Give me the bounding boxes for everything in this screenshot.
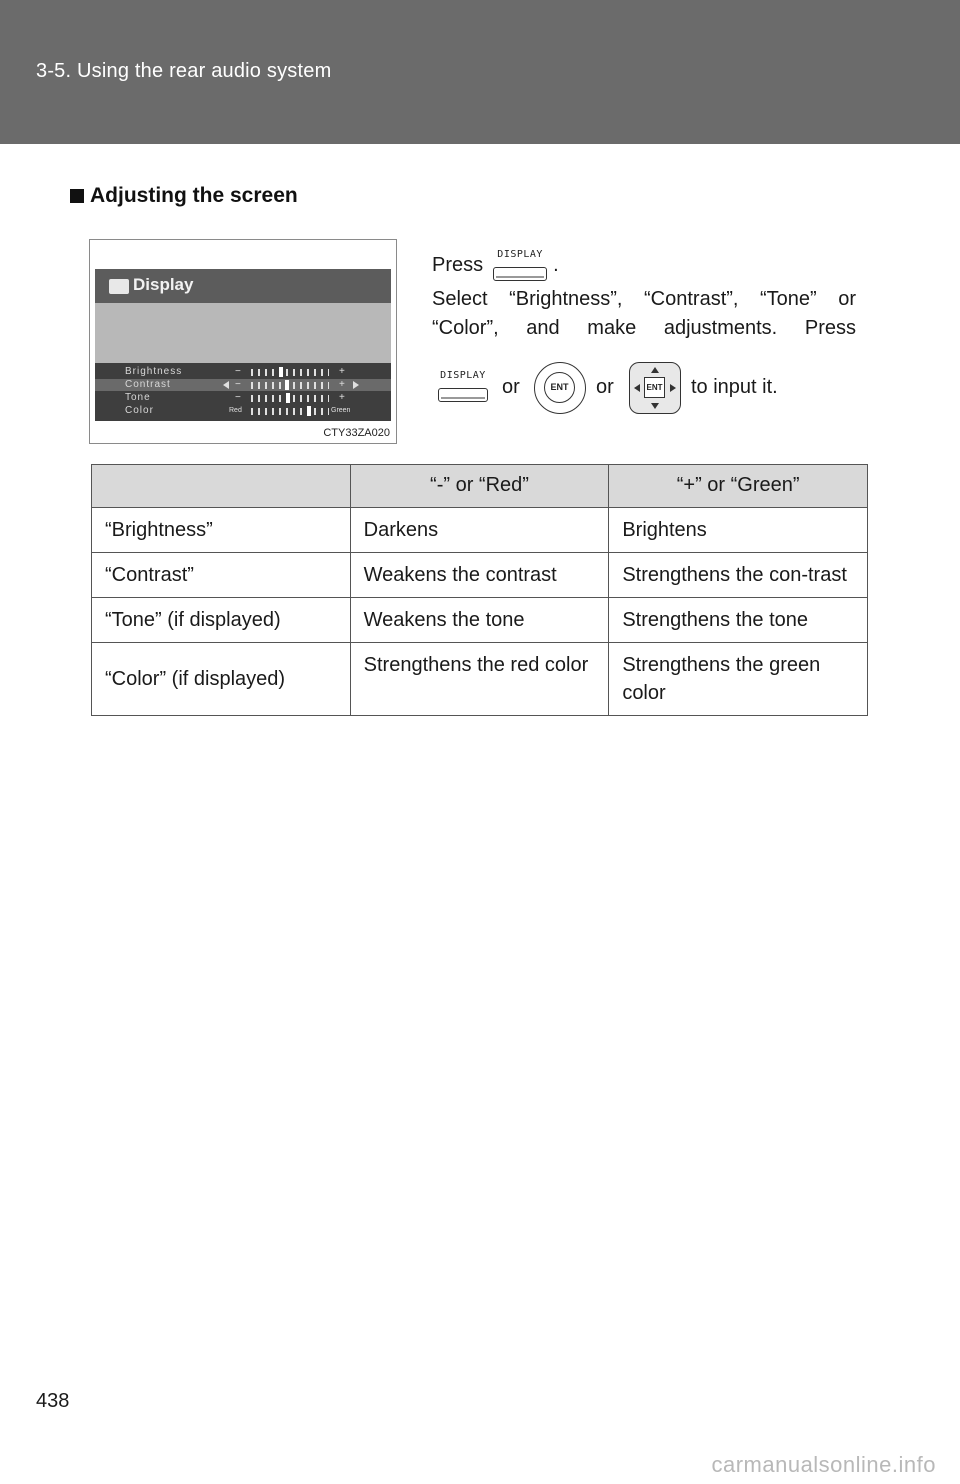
level-ticks (251, 408, 329, 415)
ent-knob-icon: ENT (534, 362, 586, 414)
level-marker (279, 367, 283, 377)
table-row (92, 598, 868, 643)
screen-panel (95, 303, 391, 363)
level-ticks (251, 382, 329, 389)
bullet-square-icon (70, 189, 84, 203)
menu-label: Color (125, 405, 154, 416)
watermark: carmanualsonline.info (711, 1452, 936, 1477)
section-heading (70, 184, 298, 208)
table-header-cell (92, 465, 351, 508)
table-row (92, 553, 868, 598)
plus-icon: + (339, 366, 345, 377)
screen-title: Display (133, 275, 194, 294)
table-cell-plus: Strengthens the tone (609, 598, 868, 643)
table-row (92, 643, 868, 716)
or-text: or (596, 376, 614, 398)
minus-icon: − (235, 366, 241, 377)
display-button-icon: DISPLAY (493, 249, 547, 281)
table-header-cell: “-” or “Red” (350, 465, 609, 508)
plus-icon: + (339, 392, 345, 403)
arrow-left-icon (223, 381, 229, 389)
press-text: Press (432, 254, 484, 276)
instruction-line-press (432, 245, 559, 277)
menu-label: Tone (125, 392, 151, 403)
color-right-label: Green (331, 407, 351, 414)
figure-code: CTY33ZA020 (323, 427, 390, 439)
plus-icon: + (339, 379, 345, 390)
page-number: 438 (36, 1390, 70, 1412)
table-cell-plus: Strengthens the con-trast (609, 553, 868, 598)
ent-directional-pad-icon: ENT (629, 362, 681, 414)
table-cell-minus: Strengthens the red color (350, 643, 609, 716)
to-input-text: to input it. (691, 376, 778, 398)
level-marker (286, 393, 290, 403)
or-text: or (502, 376, 520, 398)
table-header-row (92, 465, 868, 508)
level-marker (307, 406, 311, 416)
section-heading-text: Adjusting the screen (90, 184, 298, 207)
table-cell-item: “Contrast” (92, 553, 351, 598)
table-cell-item: “Brightness” (92, 508, 351, 553)
menu-row-contrast (95, 379, 391, 391)
display-button-icon: DISPLAY (438, 370, 488, 402)
level-ticks (251, 395, 329, 402)
table-header-cell: “+” or “Green” (609, 465, 868, 508)
table-cell-plus: Brightens (609, 508, 868, 553)
display-screen-figure (89, 239, 397, 444)
screen (95, 269, 391, 421)
menu-label: Brightness (125, 366, 183, 377)
arrow-right-icon (353, 381, 359, 389)
menu-label: Contrast (125, 379, 171, 390)
menu-row-tone (95, 392, 391, 404)
level-marker (285, 380, 289, 390)
table-cell-plus: Strengthens the green color (609, 643, 868, 716)
table-cell-item: “Color” (if displayed) (92, 643, 351, 716)
folder-icon (109, 279, 129, 294)
table-cell-item: “Tone” (if displayed) (92, 598, 351, 643)
header-band (0, 0, 960, 144)
minus-icon: − (235, 392, 241, 403)
table-cell-minus: Weakens the contrast (350, 553, 609, 598)
screen-menu (95, 363, 391, 421)
select-instruction: Select “Brightness”, “Contrast”, “Tone” or “Color”, and make adjustments. Press (432, 288, 856, 339)
instruction-line-input (432, 360, 856, 412)
menu-row-brightness (95, 366, 391, 378)
minus-icon: − (235, 379, 241, 390)
adjustment-table (91, 464, 868, 716)
table-cell-minus: Weakens the tone (350, 598, 609, 643)
screen-titlebar (95, 269, 391, 303)
color-left-label: Red (229, 407, 242, 414)
menu-row-color (95, 405, 391, 417)
period-text: . (553, 254, 559, 276)
table-row (92, 508, 868, 553)
table-cell-minus: Darkens (350, 508, 609, 553)
section-title: 3-5. Using the rear audio system (36, 60, 332, 82)
level-ticks (251, 369, 329, 376)
